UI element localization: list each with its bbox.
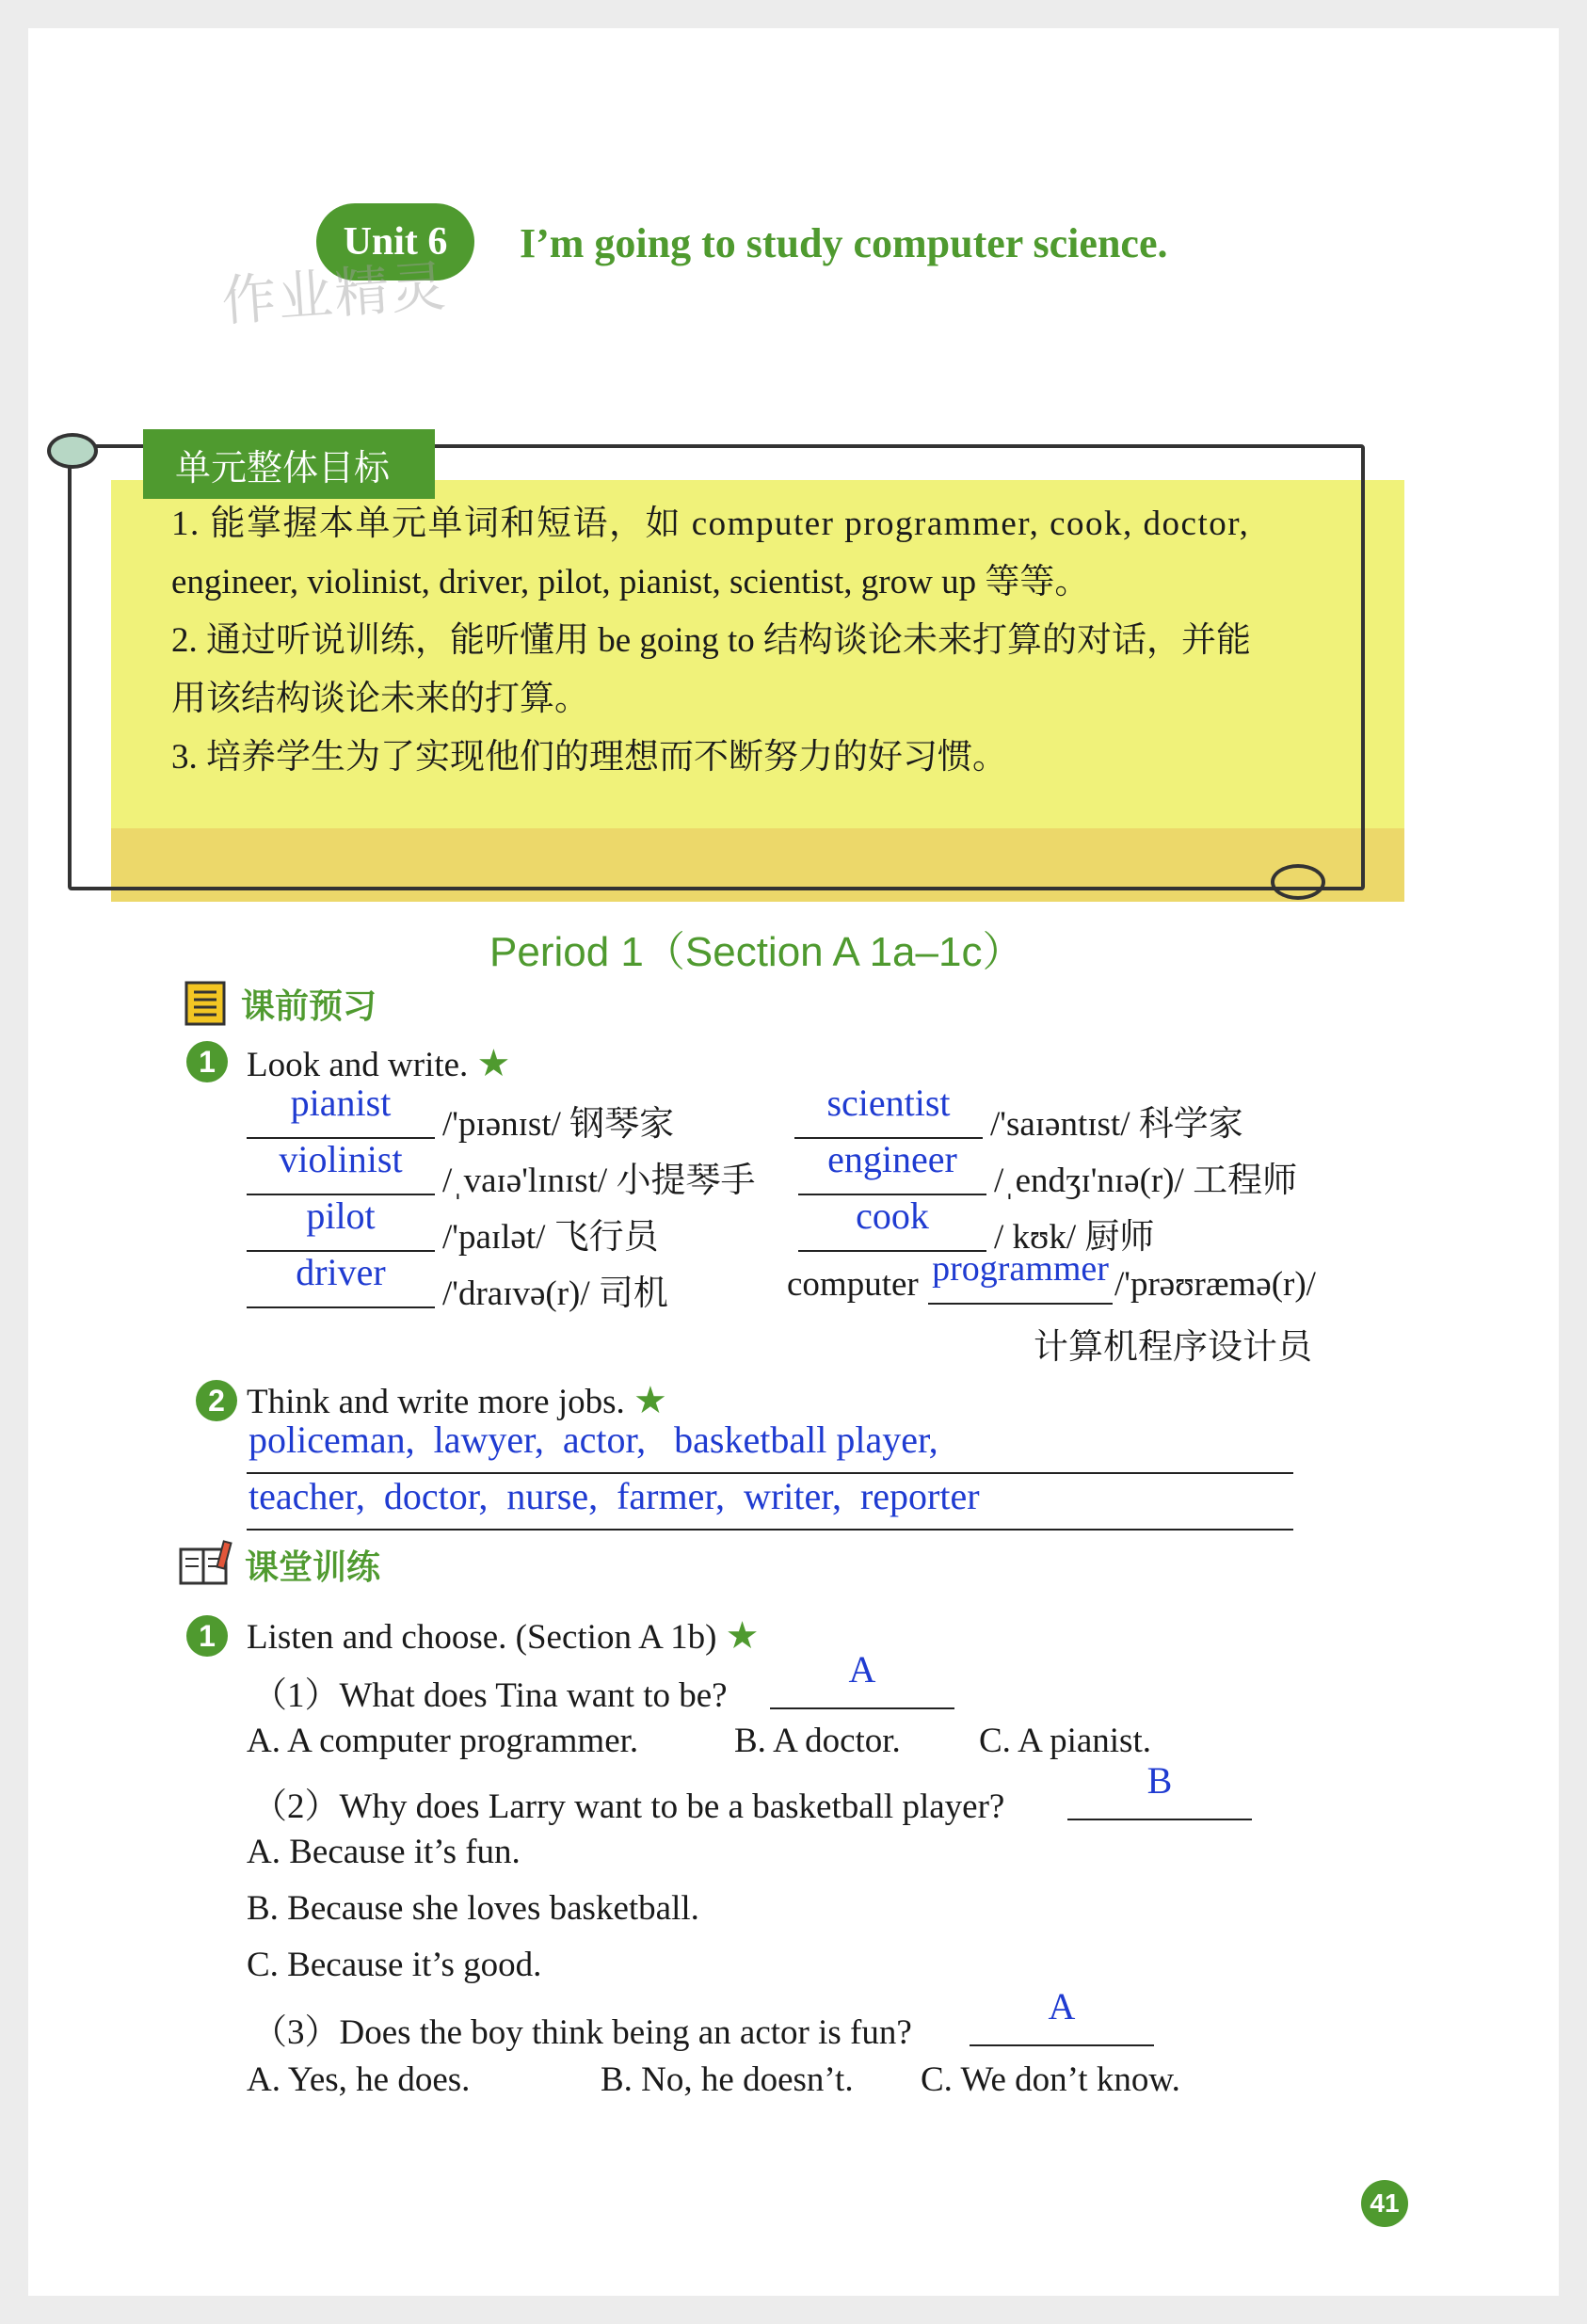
option-text: B. A doctor.: [734, 1722, 901, 1760]
phonetic-text: /'pɪənɪst/ 钢琴家: [442, 1105, 675, 1144]
answer-text: programmer: [932, 1249, 1109, 1289]
classwork-section-title: 课堂训练: [245, 1547, 381, 1587]
instruction-text: Think and write more jobs.: [247, 1383, 625, 1421]
classwork-section-header: [175, 1540, 380, 1589]
option-text: B. No, he doesn’t.: [601, 2060, 854, 2099]
phonetic-text: /ˌendʒɪ'nɪə(r)/ 工程师: [994, 1162, 1298, 1200]
answer-text: engineer: [827, 1138, 957, 1180]
preview-section-title: 课前预习: [241, 986, 377, 1026]
page-number: 41: [1361, 2180, 1408, 2227]
option-text: C. A pianist.: [979, 1722, 1151, 1760]
phonetic-text: /ˌvaɪə'lɪnɪst/ 小提琴手: [442, 1162, 756, 1200]
unit-label: Unit 6: [316, 203, 474, 280]
star-icon: ★: [633, 1379, 667, 1421]
exercise-number-badge: 1: [186, 1615, 228, 1657]
question-text: （2）Why does Larry want to be a basketball player?: [252, 1787, 1005, 1826]
option-text: C. We don’t know.: [921, 2060, 1180, 2099]
exercise-instruction: [247, 1613, 760, 1658]
option-text: C. Because it’s good.: [247, 1946, 542, 1984]
phonetic-text: /'draɪvə(r)/ 司机: [442, 1274, 668, 1313]
unit-title: I’m going to study computer science.: [520, 220, 1168, 266]
exercise-number-badge: 2: [196, 1380, 237, 1421]
notebook-icon: [181, 979, 230, 1028]
answer-text: A: [848, 1648, 876, 1691]
exercise-number-badge: 1: [186, 1041, 228, 1082]
goal-tab: 单元整体目标: [143, 429, 435, 499]
programmer-prefix: computer: [787, 1265, 919, 1304]
answer-text: pilot: [306, 1194, 376, 1237]
phonetic-text: /'prəʊræmə(r)/: [1114, 1265, 1316, 1304]
answer-text: teacher, doctor, nurse, farmer, writer, reporter: [248, 1475, 980, 1517]
goal-line: engineer, violinist, driver, pilot, pianist, scientist, grow up 等等。: [171, 563, 1090, 601]
answer-text: B: [1146, 1759, 1173, 1802]
phonetic-text: /'saɪəntɪst/ 科学家: [990, 1105, 1243, 1144]
option-text: A. A computer programmer.: [247, 1722, 639, 1760]
phonetic-text: /'paɪlət/ 飞行员: [442, 1218, 659, 1257]
answer-text: driver: [296, 1251, 386, 1293]
goal-box-ring-icon: [1271, 864, 1325, 900]
goal-line: 2. 通过听说训练，能听懂用 be going to 结构谈论未来打算的对话，并能: [171, 621, 1251, 660]
instruction-text: Look and write.: [247, 1046, 469, 1084]
goal-line: 1. 能掌握本单元单词和短语，如 computer programmer, cook, doctor,: [171, 505, 1250, 543]
exercise-instruction: [247, 1378, 667, 1422]
answer-text: A: [1048, 1985, 1076, 2027]
phonetic-text: / kʊk/ 厨师: [994, 1218, 1155, 1257]
period-title: Period 1（Section A 1a–1c）: [489, 929, 1024, 975]
question-text: （1）What does Tina want to be?: [252, 1676, 728, 1715]
answer-text: violinist: [279, 1138, 403, 1180]
answer-text: cook: [856, 1194, 929, 1237]
goal-line: 用该结构谈论未来的打算。: [171, 680, 589, 718]
watermark: 作业精灵: [219, 253, 450, 334]
goal-box-ring-icon: [47, 433, 98, 469]
instruction-text: Listen and choose. (Section A 1b): [247, 1618, 717, 1657]
preview-section-header: [181, 979, 377, 1028]
meaning-text: 计算机程序设计员: [1034, 1328, 1312, 1367]
answer-text: pianist: [290, 1082, 392, 1124]
option-text: A. Because it’s fun.: [247, 1833, 521, 1871]
book-pencil-icon: [175, 1540, 235, 1589]
star-icon: ★: [476, 1042, 511, 1084]
question-text: （3）Does the boy think being an actor is fun?: [252, 2013, 912, 2052]
option-text: A. Yes, he does.: [247, 2060, 471, 2099]
option-text: B. Because she loves basketball.: [247, 1889, 699, 1928]
star-icon: ★: [725, 1614, 760, 1657]
answer-text: policeman, lawyer, actor, basketball player,: [248, 1418, 938, 1461]
answer-text: scientist: [826, 1082, 951, 1124]
goal-text: [171, 495, 1339, 787]
exercise-instruction: [247, 1041, 510, 1085]
goal-line: 3. 培养学生为了实现他们的理想而不断努力的好习惯。: [171, 738, 1007, 777]
